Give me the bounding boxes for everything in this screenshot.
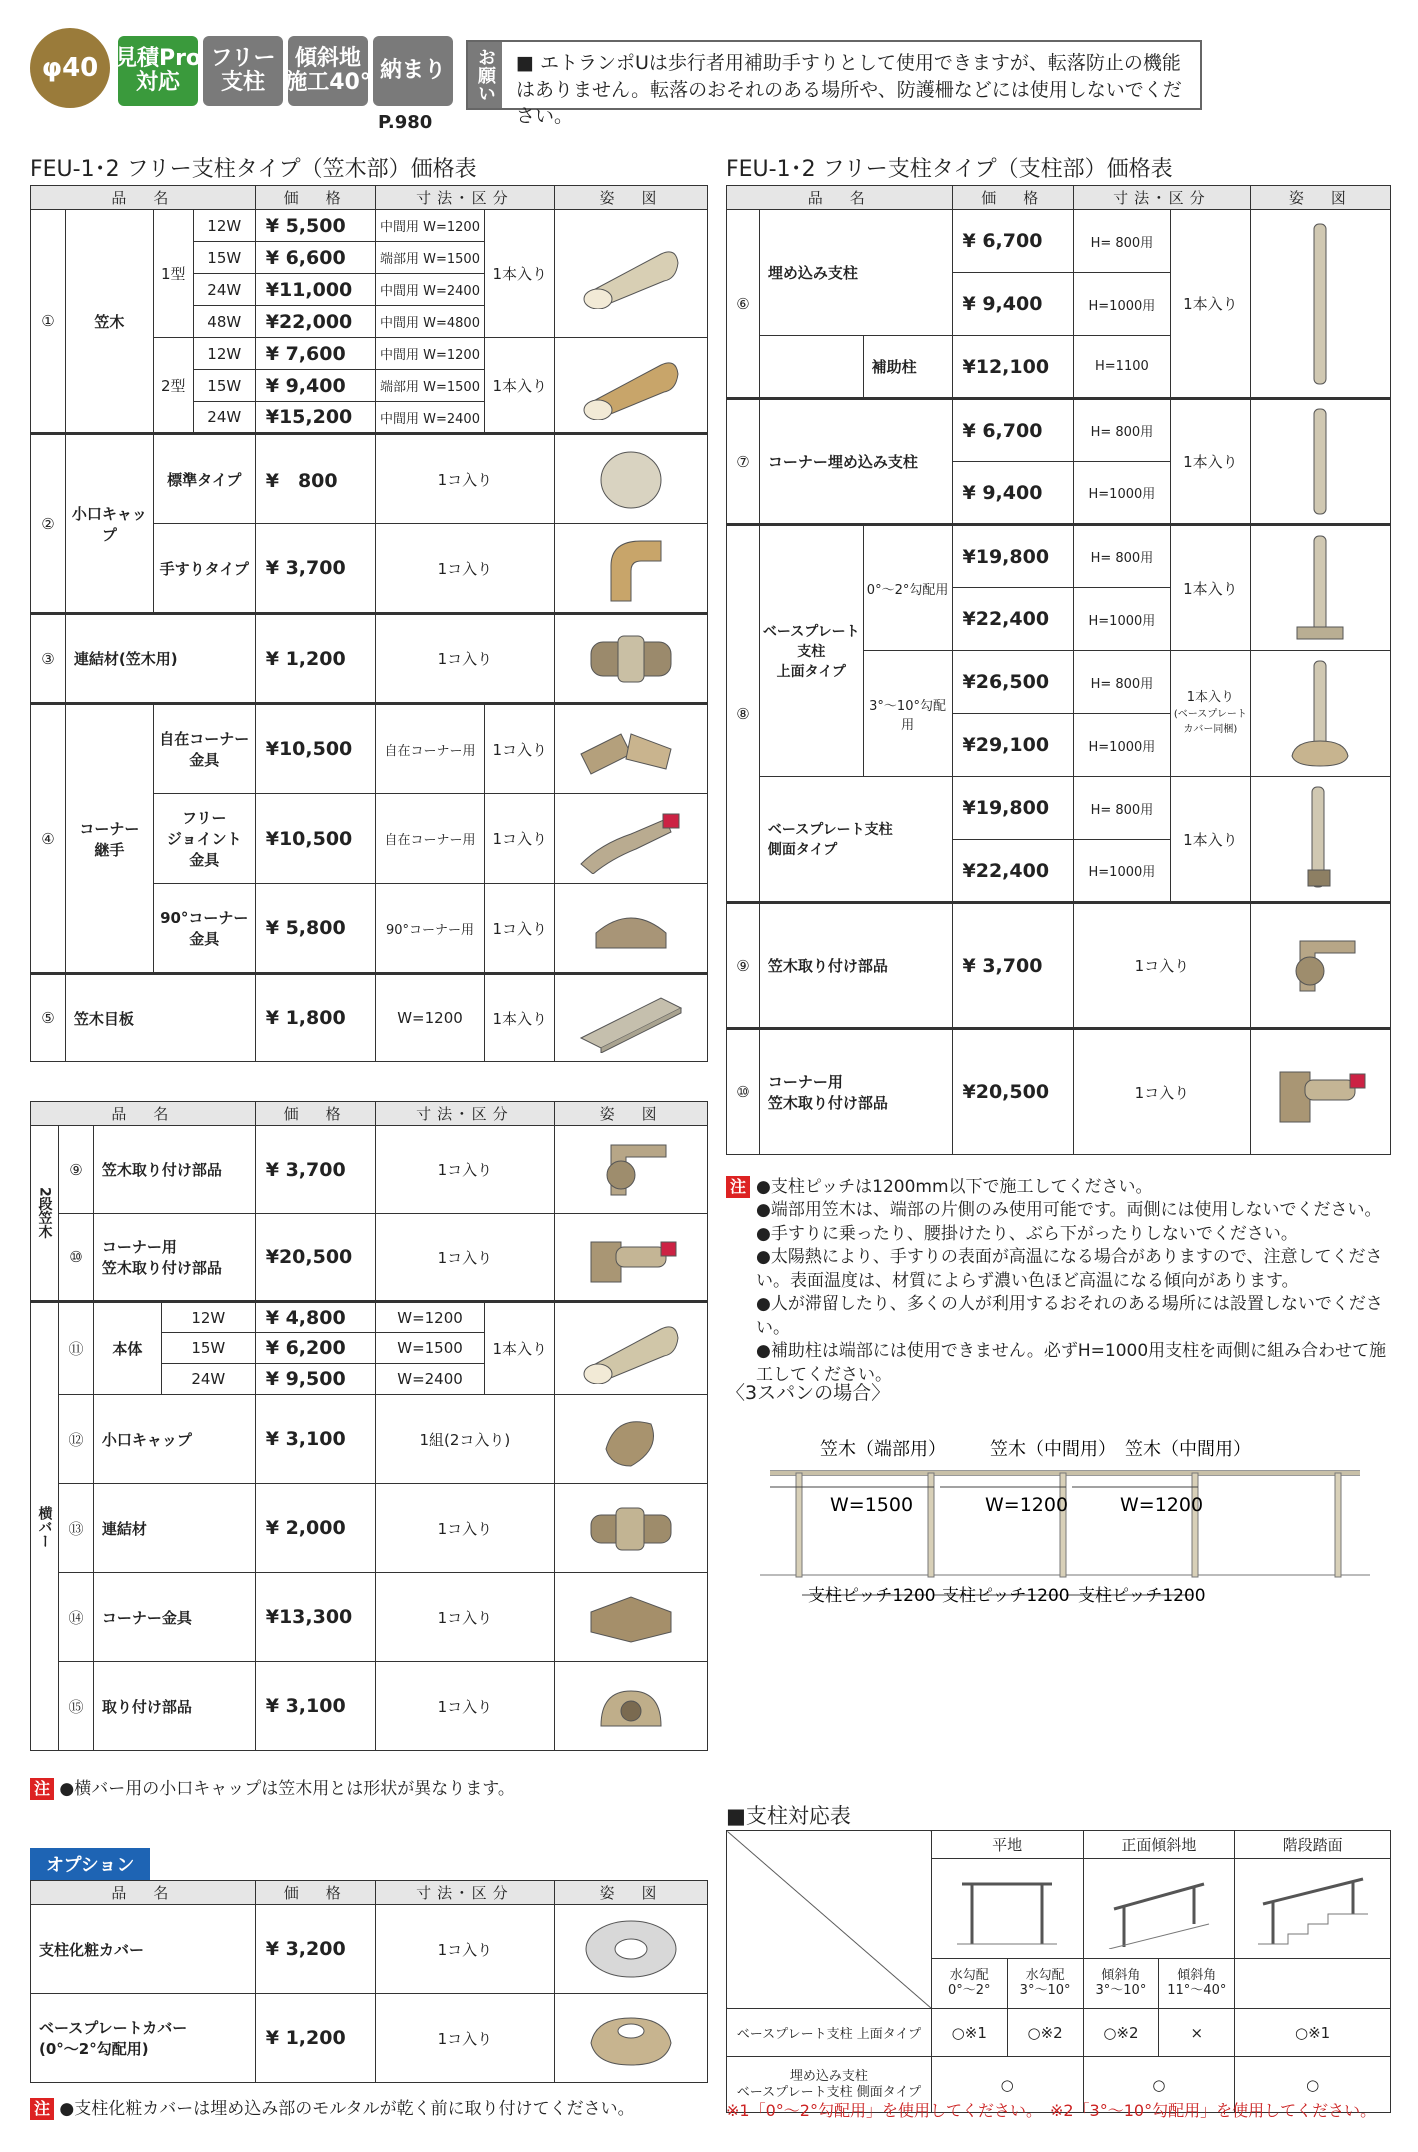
- badge-free-post: フリー 支柱: [203, 36, 283, 106]
- table-correspondence: 平地 正面傾斜地 階段踏面 水勾配 0°〜2° 水勾配 3°〜10° 傾斜角 3°〜10° 傾斜角 11°〜40° ベースプレート支柱 上面タイプ ○※1 ○※2 ○※2 × ○※1 埋め込み支柱 ベースプレート支柱 側面タイプ ○ ○ ○: [726, 1830, 1391, 2113]
- span-k2: 笠木（中間用）: [1125, 1439, 1251, 1460]
- table-kasagi: 品 名 価 格 寸法･区分 姿 図 ① 笠木 1型 12W ¥ 5,500 中間用 W=1200 1本入り 15W ¥ 6,600 端部用 W=1500 24W ¥11,000 中間用 W=2400 48W ¥22,000 中間用 W=4800 2型 12W ¥ 7,600 中間用 W=1200 1本入り 15W ¥ 9,400 端部用 W=1500 24W ¥15,200 中間用 W=2400 ② 小口キャップ 標準タイプ ¥ 800 1コ入り 手すりタイプ ¥ 3,700 1コ入り ③ 連結材(笠木用) ¥ 1,200 1コ入り ④ コーナー 継手 自在コーナー 金具 ¥10,500 自在コーナー用 1コ入り フリー ジョイント 金具 ¥10,500 自在コーナー用 1コ入り 90°コーナー 金具 ¥ 5,800 90°コーナー用 1コ入り ⑤ 笠木目板 ¥ 1,800 W=1200 1本入り: [30, 185, 708, 1062]
- kasagi-1-img: [555, 210, 708, 338]
- notice-tag: お願い: [468, 42, 502, 108]
- span-diagram: [760, 1425, 1400, 1625]
- flat-diagram: [931, 1859, 1083, 1959]
- table-nidan-yokobar: 品 名 価 格 寸法･区分 姿 図 2段笠木 ⑨ 笠木取り付け部品 ¥ 3,700 1コ入り ⑩ コーナー用 笠木取り付け部品 ¥20,500 1コ入り 横バー ⑪ 本体 12W ¥ 4,800 W=1200 1本入り 15W ¥ 6,200 W=1500 24W ¥ 9,500 W=2400 ⑫ 小口キャップ ¥ 3,100 1組(2コ入り) ⑬ 連結材 ¥ 2,000 1コ入り ⑭ コーナー金具 ¥13,300 1コ入り ⑮ 取り付け部品 ¥ 3,100 1コ入り: [30, 1101, 708, 1751]
- table3-title: FEU-1･2 フリー支柱タイプ（支柱部）価格表: [726, 157, 1173, 182]
- bracket-img: [555, 1126, 708, 1214]
- badge-slope: 傾斜地 施工40°: [288, 36, 368, 106]
- badge-osamari: 納まり: [373, 36, 453, 106]
- cap-rail-img: [555, 524, 708, 614]
- yokobar-connector-img: [555, 1484, 708, 1573]
- span-title: 〈3スパンの場合〉: [726, 1382, 891, 1404]
- span-p2: 支柱ピッチ1200: [1078, 1586, 1206, 1606]
- t3-bracket-img: [1250, 903, 1390, 1029]
- post-embed-img: [1250, 210, 1390, 399]
- phi40-badge: φ40: [30, 28, 110, 108]
- slope-diagram: [1083, 1859, 1235, 1959]
- post-base-side-img: [1250, 777, 1390, 903]
- yokobar-cap-img: [555, 1395, 708, 1484]
- corr-title: ■支柱対応表: [726, 1804, 851, 1828]
- meita-img: [555, 974, 708, 1062]
- table-shichu: 品 名 価 格 寸法･区分 姿 図 ⑥ 埋め込み支柱 ¥ 6,700 H= 800用 1本入り ¥ 9,400 H=1000用 補助柱 ¥12,100 H=1100 ⑦ コーナー埋め込み支柱 ¥ 6,700 H= 800用 1本入り ¥ 9,400 H=1000用 ⑧ ベースプレート 支柱 上面タイプ 0°〜2°勾配用 ¥19,800 H= 800用 1本入り ¥22,400 H=1000用 3°〜10°勾配用 ¥26,500 H= 800用 1本入り (ベースプレート カバー同梱) ¥29,100 H=1000用 ベースプレート支柱 側面タイプ ¥19,800 H= 800用 1本入り ¥22,400 H=1000用 ⑨ 笠木取り付け部品 ¥ 3,700 1コ入り ⑩ コーナー用 笠木取り付け部品 ¥20,500 1コ入り: [726, 185, 1391, 1155]
- table1-title: FEU-1･2 フリー支柱タイプ（笠木部）価格表: [30, 157, 477, 182]
- post-corner-img: [1250, 399, 1390, 525]
- note-option: 注 ●支柱化粧カバーは埋め込み部のモルタルが乾く前に取り付けてください。: [30, 2098, 635, 2121]
- corner-bracket-img: [555, 1214, 708, 1302]
- badge-mitsumori: 見積Pro 対応: [118, 36, 198, 106]
- span-p0: 支柱ピッチ1200: [808, 1586, 936, 1606]
- span-w1: W=1200: [985, 1494, 1069, 1516]
- option-label: オプション: [30, 1848, 150, 1880]
- stair-diagram: [1235, 1859, 1391, 1959]
- yokobar-img: [555, 1302, 708, 1395]
- t3-corner-bracket-img: [1250, 1029, 1390, 1155]
- page-ref: P.980: [378, 112, 433, 133]
- connector-img: [555, 614, 708, 704]
- span-w0: W=1500: [830, 1494, 914, 1516]
- yokobar-mount-img: [555, 1662, 708, 1751]
- cap-std-img: [555, 434, 708, 524]
- post-cover-img: [555, 1905, 708, 1994]
- base-cover-img: [555, 1994, 708, 2083]
- notice-text: ■ エトランポUは歩行者用補助手すりとして使用できますが、転落防止の機能はありません。転落のおそれのある場所や、防護柵などには使用しないでください。: [516, 52, 1182, 128]
- table-option: 品 名 価 格 寸法･区分 姿 図 支柱化粧カバー ¥ 3,200 1コ入り ベースプレートカバー (0°〜2°勾配用) ¥ 1,200 1コ入り: [30, 1880, 708, 2083]
- post-base-top-img: [1250, 525, 1390, 651]
- notice-box: [466, 40, 1202, 128]
- yokobar-corner-img: [555, 1573, 708, 1662]
- kasagi-2-img: [555, 338, 708, 434]
- corner-free-img: [555, 704, 708, 794]
- span-w2: W=1200: [1120, 1494, 1204, 1516]
- span-k1: 笠木（中間用）: [990, 1439, 1116, 1460]
- span-k0: 笠木（端部用）: [820, 1439, 946, 1460]
- free-joint-img: [555, 794, 708, 884]
- span-p1: 支柱ピッチ1200: [942, 1586, 1070, 1606]
- post-base-cover-img: [1250, 651, 1390, 777]
- corr-foot: ※1「0°〜2°勾配用」を使用してください。 ※2「3°〜10°勾配用」を使用してください。: [726, 2101, 1377, 2120]
- corner-90-img: [555, 884, 708, 974]
- notes-shichu: 注 ●支柱ピッチは1200mm以下で施工してください。 ●端部用笠木は、端部の片側のみ使用可能です。両側には使用しないでください。 ●手すりに乗ったり、腰掛けたり、ぶら下がったりしないでください。 ●太陽熱により、手すりの表面が高温になる場合がありますので、注意してください。表面温度は、材質によらず濃い色ほど高温になる傾向があります。 ●人が滞留したり、多くの人が利用するおそれのある場所には設置しないでください。 ●補助柱は端部には使用できません。必ずH=1000用支柱を両側に組み合わせて施工してください。: [726, 1176, 1391, 1387]
- note-yokobar: 注 ●横バー用の小口キャップは笠木用とは形状が異なります。: [30, 1778, 515, 1801]
